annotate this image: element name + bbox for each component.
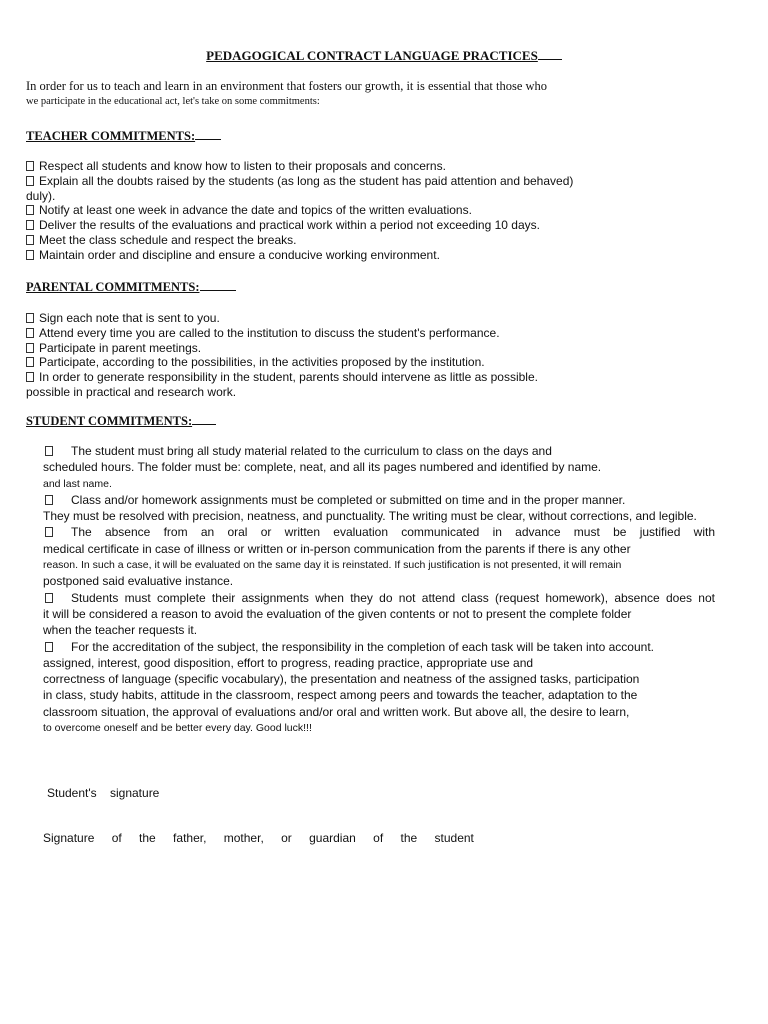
list-item [43, 557, 715, 573]
list-item-text: to overcome oneself and be better every day. Good luck!!! [43, 722, 312, 735]
list-item [43, 704, 715, 720]
list-item-text: in class, study habits, attitude in the classroom, respect among peers and towards the teacher, adaptation to the [43, 688, 638, 703]
bullet-box-icon [26, 161, 34, 171]
parent-signature-label: Signature of the father, mother, or guardian of the student [43, 831, 474, 845]
bullet-box-icon [26, 250, 34, 260]
list-item [43, 524, 715, 540]
list-item [26, 370, 538, 385]
list-item-text: classroom situation, the approval of evaluations and/or oral and written work. But above all, the desire to learn, [43, 704, 630, 719]
list-item-text: Sign each note that is sent to you. [39, 311, 220, 325]
bullet-box-icon [26, 176, 34, 186]
list-item-text: scheduled hours. The folder must be: complete, neat, and all its pages numbered and identified by name. [43, 460, 602, 475]
list-item-text: They must be resolved with precision, neatness, and punctuality. The writing must be clear, without corrections, and legible. [43, 509, 697, 524]
list-item-text: Notify at least one week in advance the date and topics of the written evaluations. [39, 203, 472, 218]
bullet-box-icon [26, 220, 34, 230]
list-item-text: In order to generate responsibility in the student, parents should intervene as little as possible. [39, 370, 538, 385]
bullet-box-icon [26, 313, 34, 323]
list-item-text: medical certificate in case of illness or written or in-person communication from the parents if there is any other [43, 541, 631, 556]
list-item-text: when the teacher requests it. [43, 623, 198, 638]
list-item-text: Meet the class schedule and respect the breaks. [39, 232, 297, 247]
list-item-text: Deliver the results of the evaluations and practical work within a period not exceeding 10 days. [39, 218, 540, 233]
bullet-box-icon [26, 372, 34, 382]
list-item-text: possible in practical and research work. [26, 384, 237, 399]
list-item-text: Participate in parent meetings. [39, 340, 202, 355]
bullet-box-icon [45, 495, 53, 505]
list-item [43, 492, 715, 508]
list-item-text: duly). [26, 188, 56, 203]
list-item [26, 355, 538, 370]
list-item-text: Attend every time you are called to the institution to discuss the student's performance. [39, 325, 500, 340]
intro-line-1: In order for us to teach and learn in an environment that fosters our growth, it is essential that those who [26, 79, 548, 93]
student-signature-label: Student's signature [47, 786, 160, 800]
list-item [26, 341, 538, 356]
list-item [43, 508, 715, 524]
list-item-text: Participate, according to the possibilities, in the activities proposed by the institution. [39, 355, 485, 370]
bullet-box-icon [45, 593, 53, 603]
list-item [43, 687, 715, 703]
list-item [43, 459, 715, 475]
list-item-text: and last name. [43, 477, 112, 490]
list-item [26, 385, 538, 400]
list-item [43, 622, 715, 638]
list-item [43, 671, 715, 687]
list-item-text: Maintain order and discipline and ensure a conducive working environment. [39, 247, 440, 262]
parental-commitments-list [26, 311, 538, 400]
bullet-box-icon [26, 328, 34, 338]
list-item-text: assigned, interest, good disposition, effort to progress, reading practice, appropriate use and [43, 655, 534, 670]
teacher-commitments-list [26, 159, 573, 263]
bullet-box-icon [26, 357, 34, 367]
document-title: PEDAGOGICAL CONTRACT LANGUAGE PRACTICES [0, 48, 768, 64]
bullet-box-icon [45, 527, 53, 537]
heading-underline-trail [200, 279, 236, 291]
list-item-text: The student must bring all study material related to the curriculum to class on the days and [71, 444, 552, 458]
list-item [26, 233, 573, 248]
bullet-box-icon [26, 235, 34, 245]
intro-line-2: we participate in the educational act, let's take on some commitments: [26, 96, 320, 107]
list-item [26, 311, 538, 326]
list-item [43, 655, 715, 671]
list-item-text: The absence from an oral or written evaluation communicated in advance must be justified with [71, 525, 715, 540]
list-item [43, 606, 715, 622]
list-item [43, 639, 715, 655]
teacher-commitments-heading: TEACHER COMMITMENTS: [26, 128, 221, 144]
list-item [26, 248, 573, 263]
bullet-box-icon [26, 205, 34, 215]
list-item-text: Students must complete their assignments when they do not attend class (request homework), absence does not [71, 590, 715, 605]
title-underline-trail [538, 49, 562, 60]
list-item [43, 443, 715, 459]
parental-commitments-heading: PARENTAL COMMITMENTS: [26, 279, 236, 295]
list-item-text: postponed said evaluative instance. [43, 574, 234, 589]
list-item [26, 203, 573, 218]
list-item [43, 573, 715, 589]
list-item [43, 476, 715, 492]
list-item [26, 189, 573, 204]
list-item-text: For the accreditation of the subject, the responsibility in the completion of each task will be taken into account. [71, 639, 654, 654]
heading-underline-trail [192, 413, 216, 425]
list-item [43, 590, 715, 606]
list-item-text: Respect all students and know how to listen to their proposals and concerns. [39, 159, 446, 173]
list-item [43, 541, 715, 557]
list-item-text: it will be considered a reason to avoid the evaluation of the given contents or not to present the complete folder [43, 606, 632, 621]
list-item [26, 174, 573, 189]
bullet-box-icon [45, 642, 53, 652]
list-item [43, 720, 715, 736]
list-item-text: reason. In such a case, it will be evaluated on the same day it is reinstated. If such justification is not presented, it will remain [43, 559, 622, 572]
list-item [26, 159, 573, 174]
list-item [26, 326, 538, 341]
list-item-text: correctness of language (specific vocabulary), the presentation and neatness of the assigned tasks, participation [43, 672, 640, 687]
list-item [26, 218, 573, 233]
list-item-text: Explain all the doubts raised by the students (as long as the student has paid attention and behaved) [39, 173, 574, 188]
bullet-box-icon [45, 446, 53, 456]
student-commitments-heading: STUDENT COMMITMENTS: [26, 413, 216, 429]
list-item-text: Class and/or homework assignments must be completed or submitted on time and in the proper manner. [71, 492, 626, 507]
student-commitments-list [43, 443, 715, 736]
heading-underline-trail [195, 128, 221, 140]
bullet-box-icon [26, 343, 34, 353]
